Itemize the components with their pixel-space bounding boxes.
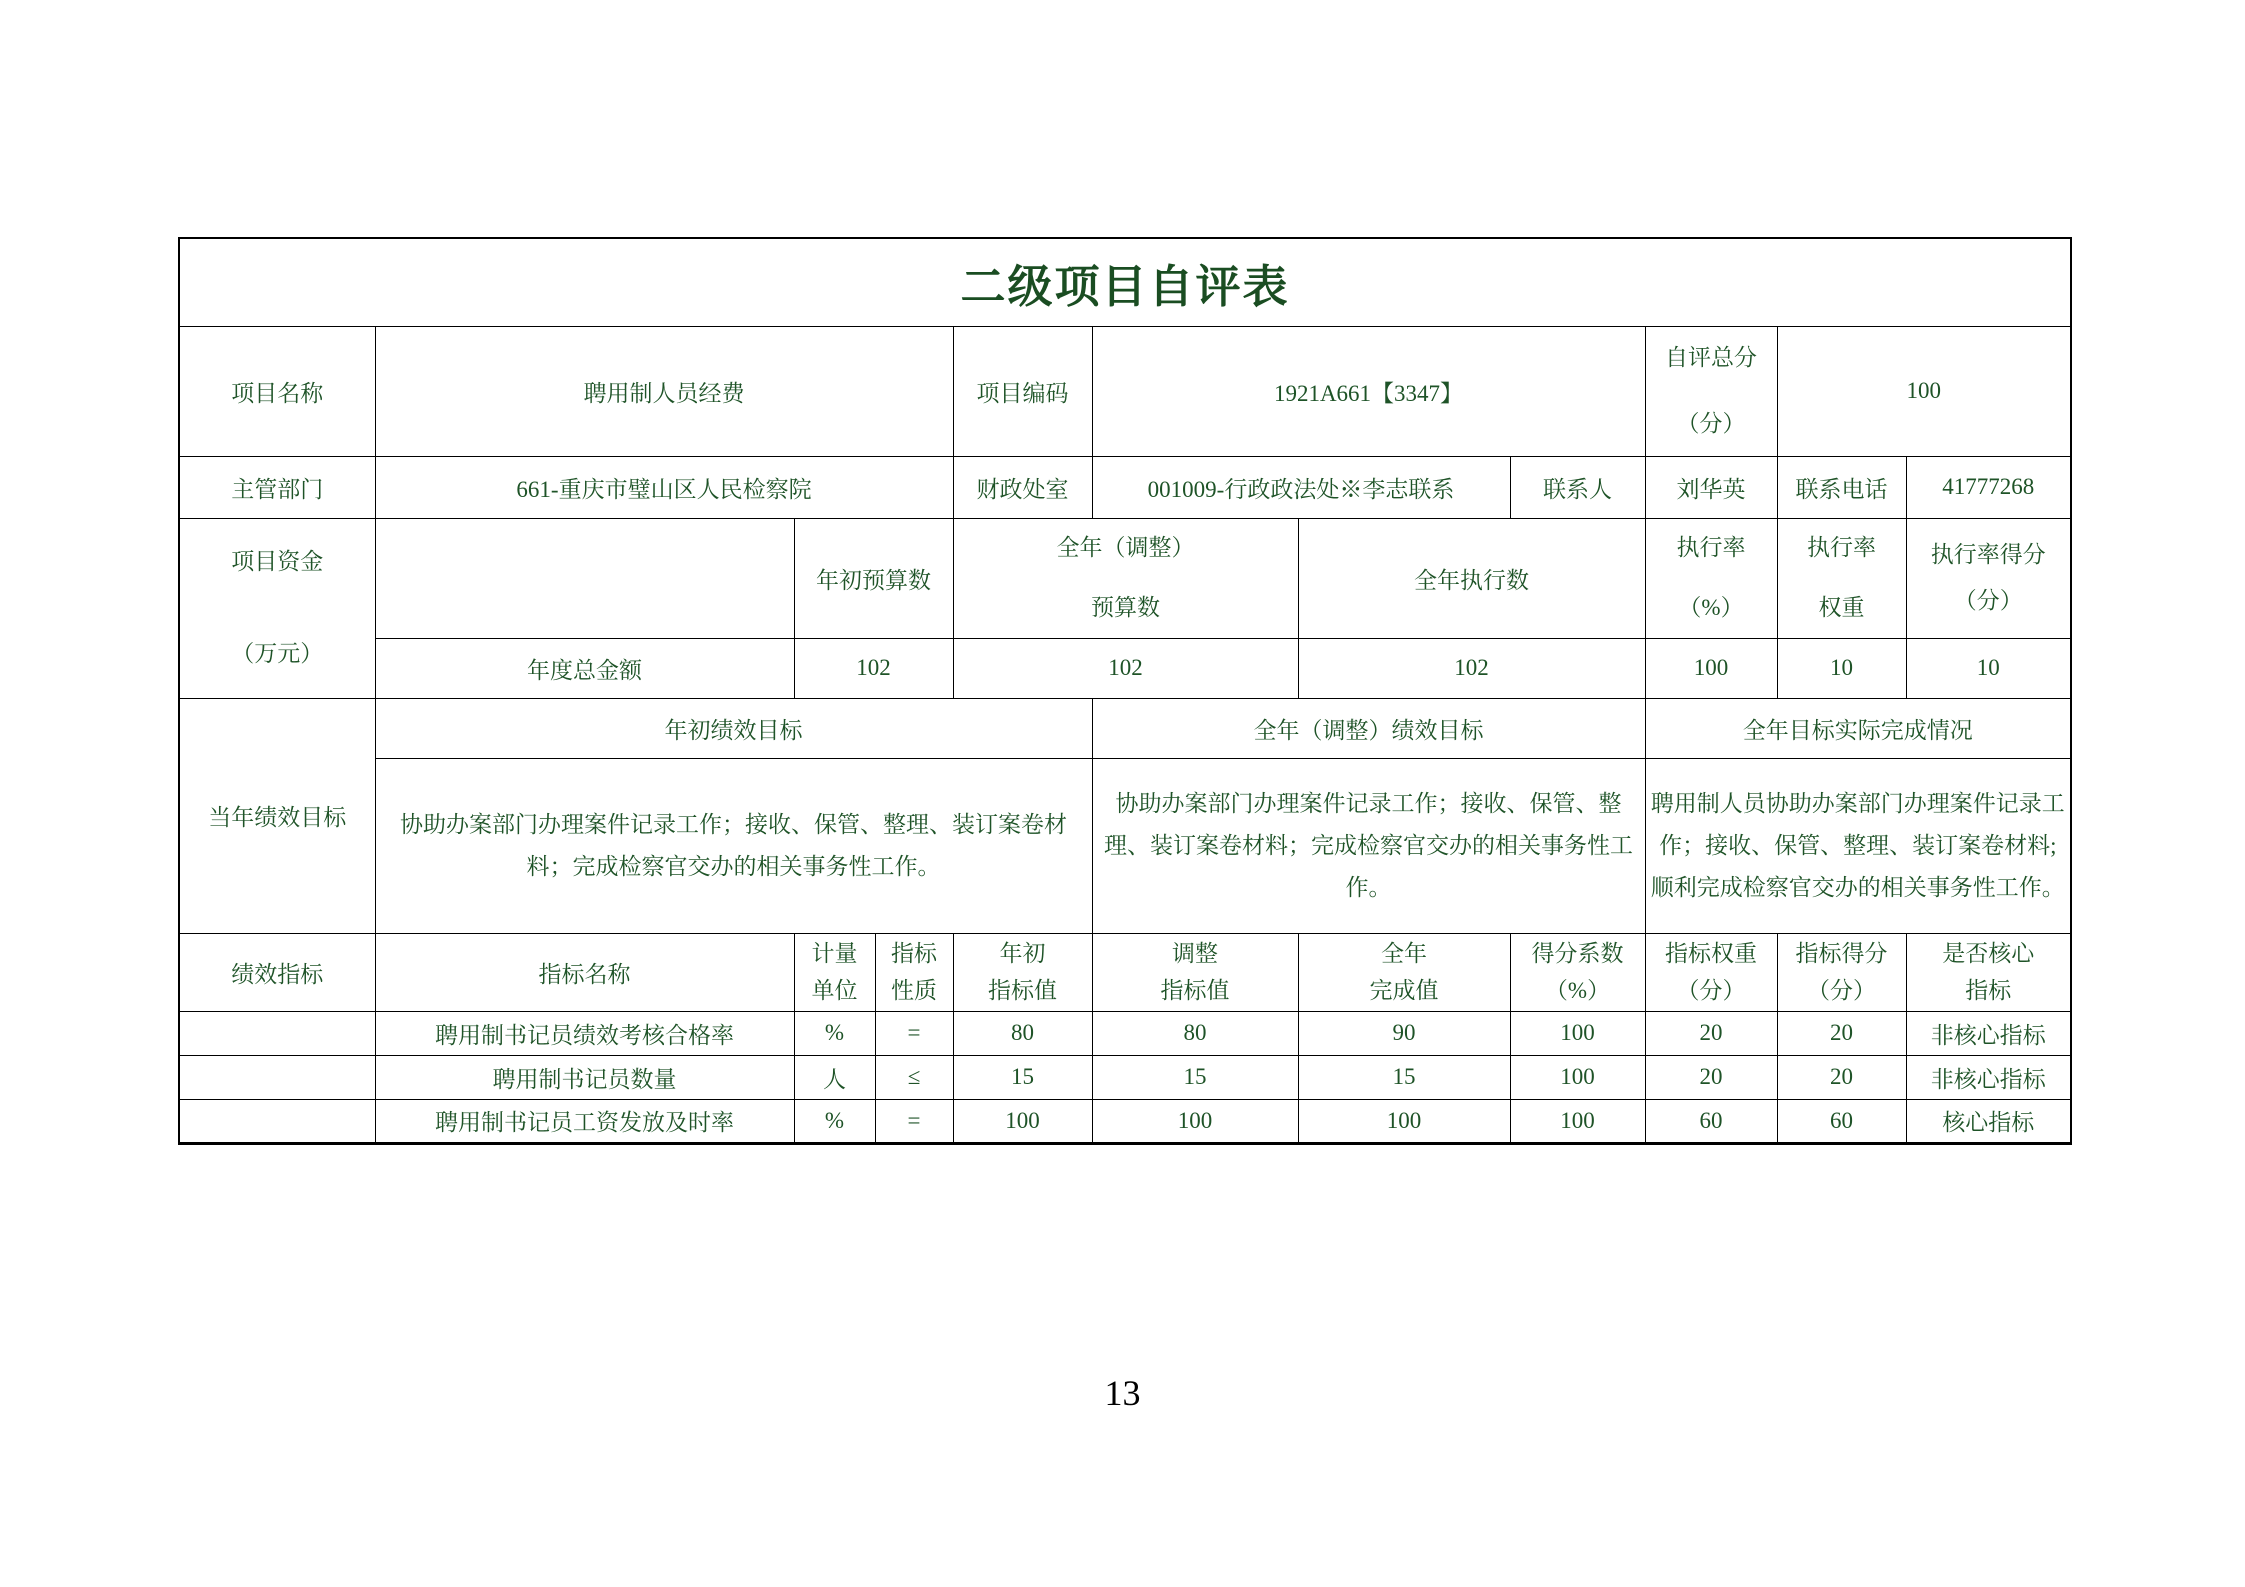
funds-header-initial-budget: 年初预算数 bbox=[794, 518, 953, 638]
funds-initial-budget: 102 bbox=[794, 638, 953, 698]
funds-header-executed: 全年执行数 bbox=[1298, 518, 1645, 638]
indicator-initial: 100 bbox=[953, 1099, 1092, 1143]
funds-label bbox=[179, 518, 375, 698]
indicator-initial: 15 bbox=[953, 1055, 1092, 1099]
funds-header-adjusted-budget: 全年（调整） 预算数 bbox=[953, 518, 1298, 638]
indicator-unit: % bbox=[794, 1011, 875, 1055]
indicator-core: 核心指标 bbox=[1906, 1099, 2071, 1143]
indicator-core: 非核心指标 bbox=[1906, 1011, 2071, 1055]
goals-adjusted-text: 协助办案部门办理案件记录工作；接收、保管、整理、装订案卷材料；完成检察官交办的相关事务性工作。 bbox=[1092, 758, 1645, 933]
indicator-nature: ≤ bbox=[875, 1055, 953, 1099]
title-row bbox=[179, 238, 2071, 326]
indicator-row bbox=[179, 1011, 2071, 1055]
indicator-row bbox=[179, 1099, 2071, 1143]
funds-header-rate-weight: 执行率 权重 bbox=[1777, 518, 1906, 638]
indicator-weight: 20 bbox=[1645, 1011, 1777, 1055]
dept-label: 主管部门 bbox=[179, 456, 375, 518]
goals-label: 当年绩效目标 bbox=[179, 698, 375, 933]
goals-header-initial: 年初绩效目标 bbox=[375, 698, 1092, 758]
indicator-initial: 80 bbox=[953, 1011, 1092, 1055]
indicator-adjusted: 80 bbox=[1092, 1011, 1298, 1055]
goals-text-row bbox=[179, 758, 2071, 933]
self-score-label-line2: （分） bbox=[1676, 411, 1746, 437]
indicator-header-nature: 指标 性质 bbox=[875, 933, 953, 1011]
indicator-header-core: 是否核心 指标 bbox=[1906, 933, 2071, 1011]
funds-rate-weight: 10 bbox=[1777, 638, 1906, 698]
funds-value-row bbox=[179, 638, 2071, 698]
indicator-row bbox=[179, 1055, 2071, 1099]
indicator-name: 聘用制书记员工资发放及时率 bbox=[375, 1099, 794, 1143]
self-score-label bbox=[1645, 326, 1777, 456]
indicators-label: 绩效指标 bbox=[179, 933, 375, 1011]
self-score-value: 100 bbox=[1777, 326, 2071, 456]
indicator-coefficient: 100 bbox=[1510, 1055, 1645, 1099]
funds-header-row bbox=[179, 518, 2071, 638]
dept-value: 661-重庆市璧山区人民检察院 bbox=[375, 456, 953, 518]
phone-value: 41777268 bbox=[1906, 456, 2071, 518]
finance-office-label: 财政处室 bbox=[953, 456, 1092, 518]
indicator-header-initial: 年初 指标值 bbox=[953, 933, 1092, 1011]
indicator-adjusted: 100 bbox=[1092, 1099, 1298, 1143]
indicator-name: 聘用制书记员数量 bbox=[375, 1055, 794, 1099]
department-row bbox=[179, 456, 2071, 518]
self-score-label-line1: 自评总分 bbox=[1665, 345, 1757, 370]
indicator-empty-cell bbox=[179, 1055, 375, 1099]
goals-initial-text: 协助办案部门办理案件记录工作；接收、保管、整理、装订案卷材料；完成检察官交办的相关事务性工作。 bbox=[375, 758, 1092, 933]
indicator-header-coefficient: 得分系数 （%） bbox=[1510, 933, 1645, 1011]
indicator-name: 聘用制书记员绩效考核合格率 bbox=[375, 1011, 794, 1055]
goals-header-actual: 全年目标实际完成情况 bbox=[1645, 698, 2071, 758]
indicator-completed: 90 bbox=[1298, 1011, 1510, 1055]
indicator-coefficient: 100 bbox=[1510, 1011, 1645, 1055]
funds-empty-cell bbox=[375, 518, 794, 638]
indicator-adjusted: 15 bbox=[1092, 1055, 1298, 1099]
funds-execution-rate: 100 bbox=[1645, 638, 1777, 698]
indicator-empty-cell bbox=[179, 1099, 375, 1143]
funds-row-label: 年度总金额 bbox=[375, 638, 794, 698]
indicator-header-completed: 全年 完成值 bbox=[1298, 933, 1510, 1011]
indicator-unit: % bbox=[794, 1099, 875, 1143]
project-name-value: 聘用制人员经费 bbox=[375, 326, 953, 456]
contact-value: 刘华英 bbox=[1645, 456, 1777, 518]
indicator-coefficient: 100 bbox=[1510, 1099, 1645, 1143]
indicator-weight: 60 bbox=[1645, 1099, 1777, 1143]
funds-header-execution-rate: 执行率 （%） bbox=[1645, 518, 1777, 638]
indicator-score: 20 bbox=[1777, 1011, 1906, 1055]
finance-office-value: 001009-行政政法处※李志联系 bbox=[1092, 456, 1510, 518]
indicator-score: 20 bbox=[1777, 1055, 1906, 1099]
self-evaluation-table bbox=[178, 237, 2072, 1145]
indicator-header-score: 指标得分 （分） bbox=[1777, 933, 1906, 1011]
phone-label: 联系电话 bbox=[1777, 456, 1906, 518]
funds-label-line1: 项目资金 bbox=[231, 549, 324, 574]
goals-header-row bbox=[179, 698, 2071, 758]
indicator-header-unit: 计量 单位 bbox=[794, 933, 875, 1011]
indicator-completed: 100 bbox=[1298, 1099, 1510, 1143]
funds-label-line2: （万元） bbox=[231, 641, 324, 667]
goals-actual-text: 聘用制人员协助办案部门办理案件记录工作；接收、保管、整理、装订案卷材料;顺利完成检察官交办的相关事务性工作。 bbox=[1645, 758, 2071, 933]
indicator-score: 60 bbox=[1777, 1099, 1906, 1143]
indicator-unit: 人 bbox=[794, 1055, 875, 1099]
table-title: 二级项目自评表 bbox=[179, 238, 2071, 326]
goals-header-adjusted: 全年（调整）绩效目标 bbox=[1092, 698, 1645, 758]
funds-rate-score: 10 bbox=[1906, 638, 2071, 698]
indicator-header-adjusted: 调整 指标值 bbox=[1092, 933, 1298, 1011]
project-code-label: 项目编码 bbox=[953, 326, 1092, 456]
indicator-core: 非核心指标 bbox=[1906, 1055, 2071, 1099]
indicator-header-weight: 指标权重 （分） bbox=[1645, 933, 1777, 1011]
indicator-empty-cell bbox=[179, 1011, 375, 1055]
project-code-value: 1921A661【3347】 bbox=[1092, 326, 1645, 456]
project-row bbox=[179, 326, 2071, 456]
indicator-weight: 20 bbox=[1645, 1055, 1777, 1099]
project-name-label: 项目名称 bbox=[179, 326, 375, 456]
indicator-nature: = bbox=[875, 1099, 953, 1143]
funds-executed: 102 bbox=[1298, 638, 1645, 698]
indicators-header-row bbox=[179, 933, 2071, 1011]
funds-adjusted-budget: 102 bbox=[953, 638, 1298, 698]
contact-label: 联系人 bbox=[1510, 456, 1645, 518]
indicator-nature: = bbox=[875, 1011, 953, 1055]
indicator-header-name: 指标名称 bbox=[375, 933, 794, 1011]
funds-header-rate-score: 执行率得分 （分） bbox=[1906, 518, 2071, 638]
indicator-completed: 15 bbox=[1298, 1055, 1510, 1099]
page-number: 13 bbox=[1104, 1373, 1141, 1413]
